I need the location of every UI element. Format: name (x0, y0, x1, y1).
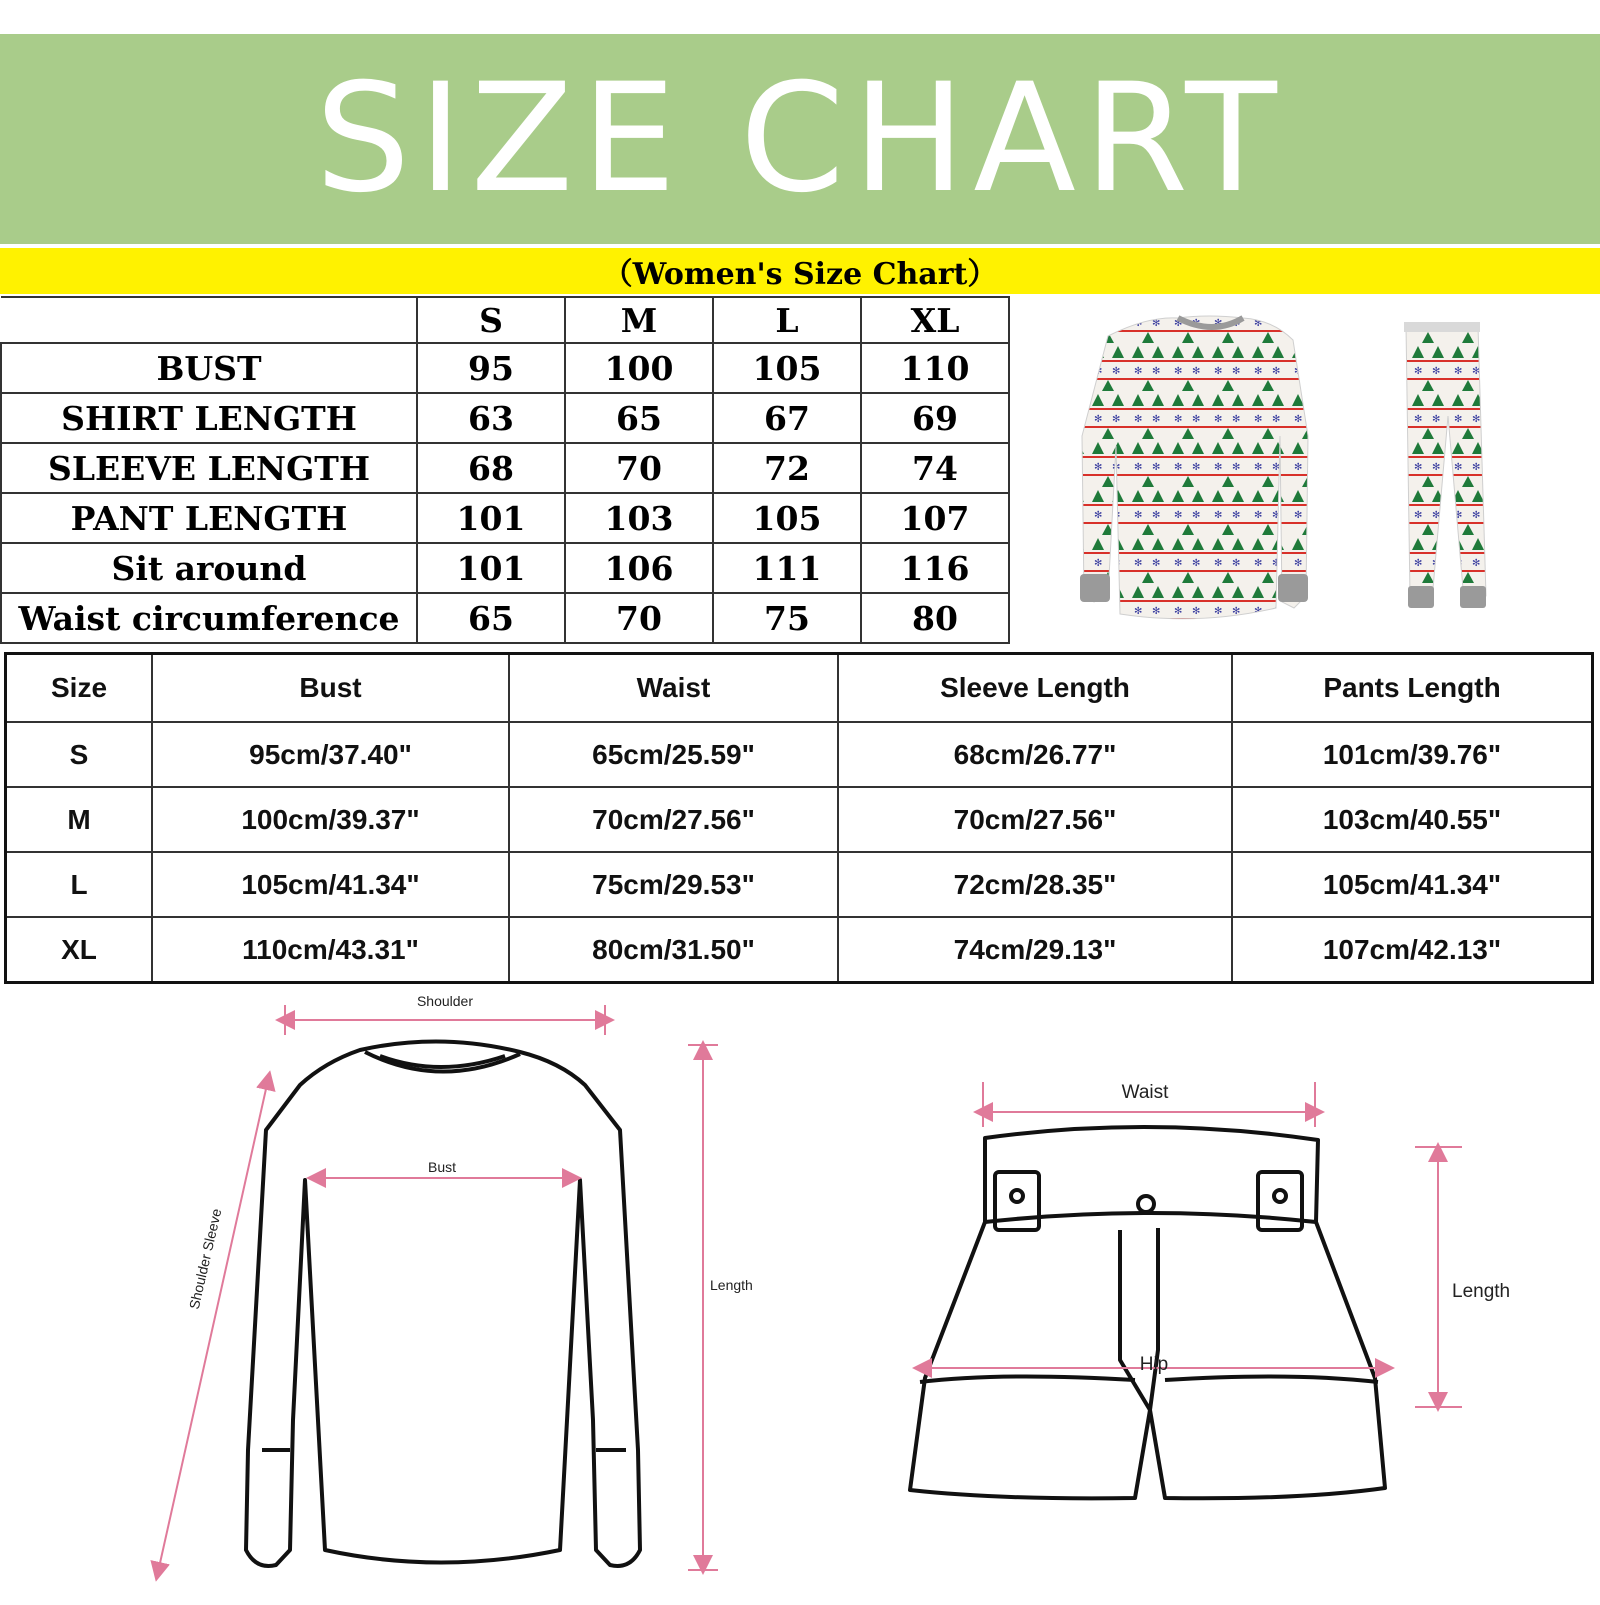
size-header: XL (861, 297, 1009, 343)
table-cell: 75cm/29.53" (509, 852, 838, 917)
table-cell: 105 (713, 343, 861, 393)
sleeve-arrow (158, 1080, 268, 1572)
table-header-row (6, 654, 1593, 723)
table-row (1, 593, 1009, 643)
bust-label: Bust (427, 1159, 457, 1175)
column-header: Waist (509, 654, 838, 723)
table-cell: 95 (417, 343, 565, 393)
table-cell: 70 (565, 443, 713, 493)
table-row (6, 917, 1593, 983)
table-row (1, 543, 1009, 593)
table-cell: 65 (417, 593, 565, 643)
womens-size-table (0, 296, 1010, 644)
table-header-row (1, 297, 1009, 343)
table-cell: 70 (565, 593, 713, 643)
shirt-length-label: Length (710, 1277, 753, 1293)
table-cell: 103 (565, 493, 713, 543)
table-cell: 75 (713, 593, 861, 643)
size-header: M (565, 297, 713, 343)
table-cell: 72 (713, 443, 861, 493)
table-cell: 101cm/39.76" (1232, 722, 1593, 787)
table-cell: XL (6, 917, 153, 983)
table-cell: 68cm/26.77" (838, 722, 1232, 787)
size-header: L (713, 297, 861, 343)
table-cell: 110 (861, 343, 1009, 393)
shorts-diagram (910, 1127, 1385, 1498)
size-table-cm-inch (4, 652, 1594, 984)
table-cell: 101 (417, 543, 565, 593)
table-cell: 110cm/43.31" (152, 917, 509, 983)
size-chart-banner (0, 34, 1600, 244)
table-row (1, 343, 1009, 393)
shorts-length-label: Length (1452, 1281, 1511, 1302)
table-cell: 74cm/29.13" (838, 917, 1232, 983)
row-label: SLEEVE LENGTH (1, 443, 417, 493)
table-cell: 95cm/37.40" (152, 722, 509, 787)
size-header: S (417, 297, 565, 343)
table-cell: L (6, 852, 153, 917)
table-cell: 103cm/40.55" (1232, 787, 1593, 852)
table-cell: 67 (713, 393, 861, 443)
table-cell: 105 (713, 493, 861, 543)
table-cell: 100cm/39.37" (152, 787, 509, 852)
corner-cell (1, 297, 417, 343)
table-row (6, 852, 1593, 917)
table-cell: 80cm/31.50" (509, 917, 838, 983)
shoulder-label: Shoulder (416, 993, 474, 1009)
table-cell: 101 (417, 493, 565, 543)
row-label: BUST (1, 343, 417, 393)
table-cell: 65cm/25.59" (509, 722, 838, 787)
column-header: Size (6, 654, 153, 723)
row-label: SHIRT LENGTH (1, 393, 417, 443)
table-cell: 65 (565, 393, 713, 443)
table-cell: 106 (565, 543, 713, 593)
pajama-set-illustration (1008, 296, 1600, 640)
waist-label: Waist (1121, 1082, 1169, 1103)
table-cell: S (6, 722, 153, 787)
row-label: Sit around (1, 543, 417, 593)
table-cell: 80 (861, 593, 1009, 643)
hip-label: Hip (1139, 1354, 1169, 1375)
column-header: Bust (152, 654, 509, 723)
pajama-top (1080, 316, 1308, 619)
measurement-diagrams (0, 990, 1600, 1600)
table-cell: 70cm/27.56" (509, 787, 838, 852)
table-cell: 105cm/41.34" (1232, 852, 1593, 917)
table-cell: M (6, 787, 153, 852)
womens-size-chart-bar (0, 248, 1600, 294)
banner-title: SIZE CHART (315, 52, 1285, 226)
table-cell: 63 (417, 393, 565, 443)
table-row (1, 393, 1009, 443)
table-cell: 68 (417, 443, 565, 493)
table-cell: 72cm/28.35" (838, 852, 1232, 917)
table-cell: 105cm/41.34" (152, 852, 509, 917)
sweatshirt-diagram (246, 1041, 640, 1566)
measurement-diagram-svg (0, 990, 1600, 1600)
pajama-pants (1404, 322, 1486, 608)
column-header: Pants Length (1232, 654, 1593, 723)
table-cell: 111 (713, 543, 861, 593)
table-cell: 116 (861, 543, 1009, 593)
table-row (1, 443, 1009, 493)
table-cell: 74 (861, 443, 1009, 493)
table-cell: 107cm/42.13" (1232, 917, 1593, 983)
table-cell: 69 (861, 393, 1009, 443)
row-label: Waist circumference (1, 593, 417, 643)
table-row (1, 493, 1009, 543)
table-cell: 100 (565, 343, 713, 393)
table-cell: 107 (861, 493, 1009, 543)
product-image (1008, 296, 1600, 640)
table-row (6, 787, 1593, 852)
shoulder-sleeve-label: Shoulder Sleeve (185, 1207, 225, 1311)
row-label: PANT LENGTH (1, 493, 417, 543)
table-row (6, 722, 1593, 787)
table-cell: 70cm/27.56" (838, 787, 1232, 852)
column-header: Sleeve Length (838, 654, 1232, 723)
womens-size-chart-title: （Women's Size Chart） (602, 257, 998, 292)
